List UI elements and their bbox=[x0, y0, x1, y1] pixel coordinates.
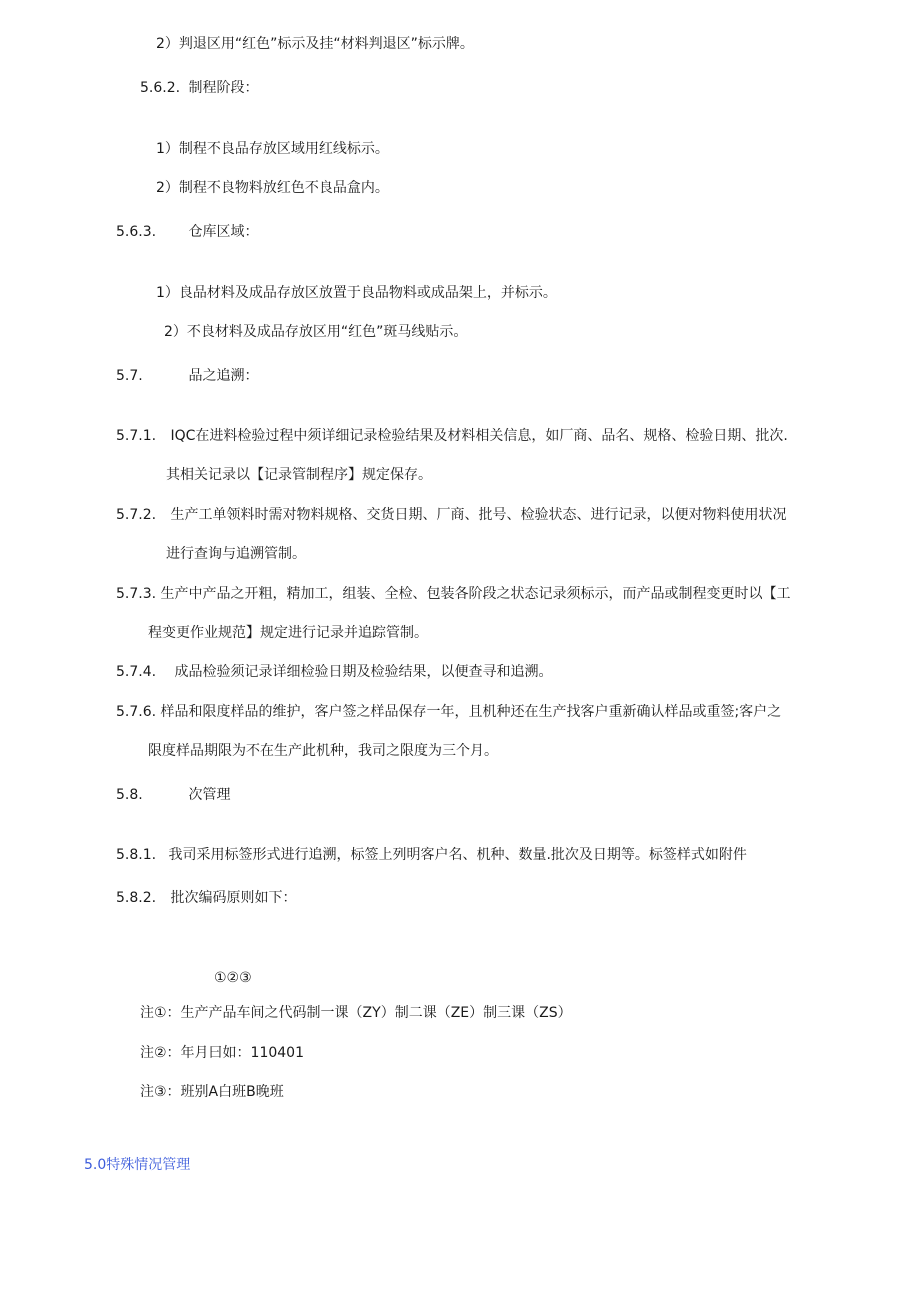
section-title: 品之追溯： bbox=[188, 368, 259, 384]
section-5-7-1 bbox=[116, 426, 788, 446]
section-number: 5.8.2. bbox=[116, 890, 157, 906]
section-text: 样品和限度样品的维护，客户签之样品保存一年，且机种还在生产找客户重新确认样品或重签;客户之 bbox=[160, 704, 782, 720]
section-text: 成品检验须记录详细检验日期及检验结果，以便查寻和追溯。 bbox=[174, 664, 553, 680]
section-number: 5.7.2. bbox=[116, 507, 157, 523]
section-5-7-4 bbox=[116, 662, 552, 682]
batch-code-segments: ①②③ bbox=[214, 970, 252, 986]
section-title: 仓库区域： bbox=[188, 224, 259, 240]
section-text: IQC在进料检验过程中须详细记录检验结果及材料相关信息，如厂商、品名、规格、检验日期、批次. bbox=[170, 428, 788, 444]
section-number: 5.8.1. bbox=[116, 847, 157, 863]
section-5-7-6 bbox=[116, 702, 781, 722]
section-number: 5.7. bbox=[116, 368, 143, 384]
section-5-7-2-continued: 进行查询与追溯管制。 bbox=[166, 546, 306, 562]
section-number: 5.6.3. bbox=[116, 224, 157, 240]
note-3: 注③：班别A白班B晚班 bbox=[140, 1084, 284, 1100]
item-2-reject-area: 2）判退区用“红色”标示及挂“材料判退区”标示牌。 bbox=[156, 36, 474, 52]
section-5-6-2 bbox=[140, 78, 258, 98]
section-number: 5.7.1. bbox=[116, 428, 157, 444]
section-number: 5.7.3. bbox=[116, 586, 157, 602]
section-5-8 bbox=[116, 785, 230, 805]
section-text: 批次编码原则如下： bbox=[170, 890, 297, 906]
section-number: 5.8. bbox=[116, 787, 143, 803]
section-5-7-3 bbox=[116, 584, 790, 604]
section-text: 我司采用标签形式进行追溯，标签上列明客户名、机种、数量.批次及日期等。标签样式如附件 bbox=[168, 847, 747, 863]
section-text: 生产工单领料时需对物料规格、交货日期、厂商、批号、检验状态、进行记录，以便对物料使用状况 bbox=[170, 507, 787, 523]
item-2-process-bad-material: 2）制程不良物料放红色不良品盒内。 bbox=[156, 180, 389, 196]
section-5-6-3 bbox=[116, 222, 258, 242]
item-2-bad-storage: 2）不良材料及成品存放区用“红色”斑马线贴示。 bbox=[164, 324, 468, 340]
section-number: 5.6.2. bbox=[140, 80, 181, 96]
section-5-7-1-continued: 其相关记录以【记录管制程序】规定保存。 bbox=[166, 467, 432, 483]
section-5-7-6-continued: 限度样品期限为不在生产此机种，我司之限度为三个月。 bbox=[148, 743, 498, 759]
section-text: 生产中产品之开粗，精加工，组装、全检、包装各阶段之状态记录须标示，而产品或制程变更时以【工 bbox=[160, 586, 791, 602]
section-5-7-3-continued: 程变更作业规范】规定进行记录并追踪管制。 bbox=[148, 625, 428, 641]
section-5-7-2 bbox=[116, 505, 786, 525]
item-1-process-bad-area: 1）制程不良品存放区域用红线标示。 bbox=[156, 141, 389, 157]
section-5-8-1 bbox=[116, 845, 747, 865]
note-1: 注①：生产产品车间之代码制一课（ZY）制二课（ZE）制三课（ZS） bbox=[140, 1005, 572, 1021]
section-5-7 bbox=[116, 366, 258, 386]
note-2: 注②：年月曰如：110401 bbox=[140, 1045, 304, 1061]
item-1-good-storage: 1）良品材料及成品存放区放置于良品物料或成品架上，并标示。 bbox=[156, 285, 557, 301]
section-5-8-2 bbox=[116, 888, 296, 908]
section-title: 次管理 bbox=[188, 787, 231, 803]
section-number: 5.7.4. bbox=[116, 664, 157, 680]
special-case-link[interactable]: 5.0特殊情况管理 bbox=[84, 1157, 191, 1173]
section-number: 5.7.6. bbox=[116, 704, 157, 720]
section-title: 制程阶段： bbox=[188, 80, 259, 96]
